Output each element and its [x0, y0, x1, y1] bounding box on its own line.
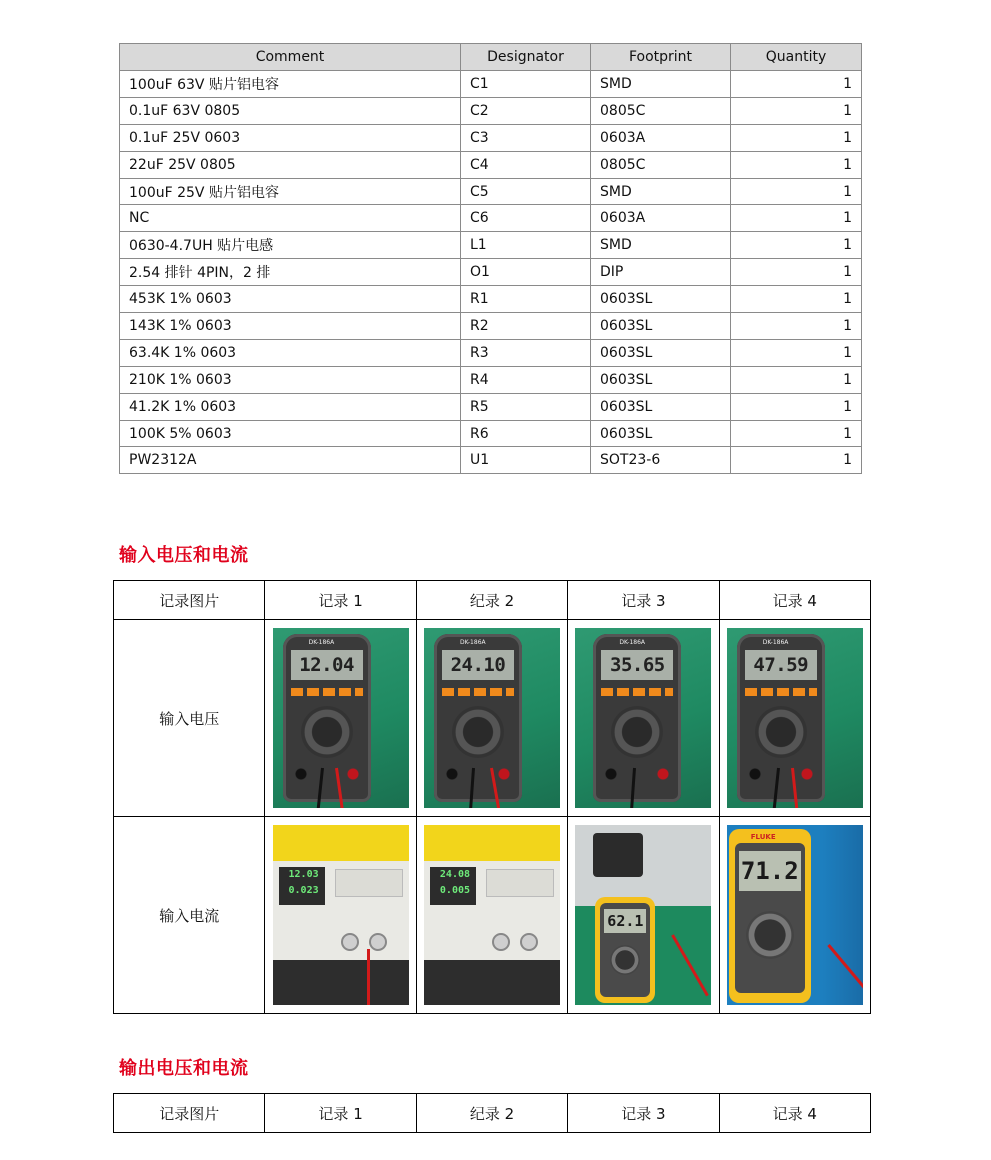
bom-quantity: 1 — [731, 286, 862, 313]
input-voltage-photo-3 — [575, 628, 711, 808]
bom-footprint: 0805C — [591, 97, 731, 124]
knob-icon — [369, 933, 387, 951]
input-current-photo-3 — [575, 825, 711, 1005]
bom-header-designator: Designator — [461, 44, 591, 71]
bom-designator: C5 — [461, 178, 591, 205]
bom-comment: 100K 5% 0603 — [120, 420, 461, 447]
bom-quantity: 1 — [731, 366, 862, 393]
bom-row — [120, 178, 862, 205]
bom-row — [120, 205, 862, 232]
input-current-photo-2 — [424, 825, 560, 1005]
record-header-3: 记录 3 — [568, 581, 719, 620]
bom-row — [120, 420, 862, 447]
record-header-4: 记录 4 — [719, 1094, 870, 1133]
meter-reading: 62.1 — [604, 909, 646, 933]
dial-icon — [755, 706, 807, 758]
psu-current: 0.023 — [288, 885, 319, 896]
bom-row — [120, 313, 862, 340]
bom-comment: 41.2K 1% 0603 — [120, 393, 461, 420]
fluke-brand: FLUKE — [750, 833, 776, 841]
knob-icon — [341, 933, 359, 951]
bom-comment: 22uF 25V 0805 — [120, 151, 461, 178]
meter-reading: 12.04 — [291, 650, 363, 680]
meter-reading: 47.59 — [745, 650, 817, 680]
record-header-2: 纪录 2 — [416, 1094, 567, 1133]
bom-quantity: 1 — [731, 447, 862, 474]
bom-comment: 143K 1% 0603 — [120, 313, 461, 340]
input-record-header-row — [114, 581, 871, 620]
bom-footprint: 0603A — [591, 205, 731, 232]
input-current-photo-1 — [273, 825, 409, 1005]
input-current-label: 输入电流 — [114, 817, 265, 1014]
meter-reading: 71.2 — [739, 851, 801, 891]
bom-row — [120, 447, 862, 474]
psu-current: 0.005 — [439, 885, 471, 896]
bom-table — [119, 43, 862, 474]
multimeter — [434, 634, 522, 802]
record-header-photo: 记录图片 — [114, 581, 265, 620]
fluke-meter — [595, 897, 655, 1003]
bom-comment: 100uF 63V 贴片铝电容 — [120, 71, 461, 98]
bom-designator: C3 — [461, 124, 591, 151]
bom-comment: 210K 1% 0603 — [120, 366, 461, 393]
record-header-1: 记录 1 — [265, 581, 416, 620]
bom-body — [120, 71, 862, 474]
bom-row — [120, 232, 862, 259]
knob-icon — [492, 933, 510, 951]
input-voltage-photo-4 — [727, 628, 863, 808]
bom-quantity: 1 — [731, 71, 862, 98]
dial-icon — [611, 706, 663, 758]
bom-footprint: SOT23-6 — [591, 447, 731, 474]
bom-designator: U1 — [461, 447, 591, 474]
bom-comment: 100uF 25V 贴片铝电容 — [120, 178, 461, 205]
record-header-photo: 记录图片 — [114, 1094, 265, 1133]
bom-footprint: 0603SL — [591, 339, 731, 366]
bom-footprint: 0805C — [591, 151, 731, 178]
bom-comment: 0.1uF 25V 0603 — [120, 124, 461, 151]
bom-header-quantity: Quantity — [731, 44, 862, 71]
bom-comment: 63.4K 1% 0603 — [120, 339, 461, 366]
output-section-title: 输出电压和电流 — [119, 1058, 249, 1079]
psu-voltage: 24.08 — [439, 869, 471, 880]
bom-footprint: 0603SL — [591, 286, 731, 313]
bom-quantity: 1 — [731, 259, 862, 286]
bom-comment: PW2312A — [120, 447, 461, 474]
bom-footprint: 0603A — [591, 124, 731, 151]
bom-comment: NC — [120, 205, 461, 232]
bom-row — [120, 97, 862, 124]
psu-voltage: 12.03 — [288, 869, 319, 880]
bom-designator: L1 — [461, 232, 591, 259]
bom-row — [120, 366, 862, 393]
bom-quantity: 1 — [731, 178, 862, 205]
bom-header-footprint: Footprint — [591, 44, 731, 71]
meter-brand: DK-186A — [308, 639, 335, 646]
bom-quantity: 1 — [731, 393, 862, 420]
psu-display — [430, 867, 476, 905]
input-voltage-row — [114, 620, 871, 817]
input-section-title: 输入电压和电流 — [119, 545, 249, 566]
bom-designator: C1 — [461, 71, 591, 98]
multimeter — [593, 634, 681, 802]
bom-header-comment: Comment — [120, 44, 461, 71]
record-header-1: 记录 1 — [265, 1094, 416, 1133]
bom-footprint: DIP — [591, 259, 731, 286]
bom-quantity: 1 — [731, 339, 862, 366]
bom-row — [120, 339, 862, 366]
bom-designator: R3 — [461, 339, 591, 366]
fluke-meter — [729, 829, 811, 1003]
bom-comment: 0630-4.7UH 贴片电感 — [120, 232, 461, 259]
bom-footprint: 0603SL — [591, 366, 731, 393]
input-voltage-label: 输入电压 — [114, 620, 265, 817]
psu-display — [279, 867, 325, 905]
bom-row — [120, 393, 862, 420]
bom-row — [120, 151, 862, 178]
bom-designator: R5 — [461, 393, 591, 420]
bom-designator: O1 — [461, 259, 591, 286]
bom-designator: R2 — [461, 313, 591, 340]
input-current-row — [114, 817, 871, 1014]
bom-quantity: 1 — [731, 97, 862, 124]
bom-quantity: 1 — [731, 124, 862, 151]
meter-brand: DK-186A — [459, 639, 486, 646]
record-header-3: 记录 3 — [568, 1094, 719, 1133]
bom-designator: C4 — [461, 151, 591, 178]
knob-icon — [520, 933, 538, 951]
input-current-photo-4 — [727, 825, 863, 1005]
dial-icon — [301, 706, 353, 758]
bom-quantity: 1 — [731, 151, 862, 178]
meter-brand: DK-186A — [619, 639, 646, 646]
bom-comment: 453K 1% 0603 — [120, 286, 461, 313]
meter-brand: DK-186A — [762, 639, 789, 646]
meter-reading: 35.65 — [601, 650, 673, 680]
bom-quantity: 1 — [731, 420, 862, 447]
bom-footprint: SMD — [591, 232, 731, 259]
bom-comment: 0.1uF 63V 0805 — [120, 97, 461, 124]
bom-designator: R4 — [461, 366, 591, 393]
bom-quantity: 1 — [731, 232, 862, 259]
multimeter — [283, 634, 371, 802]
output-record-header-row — [114, 1094, 871, 1133]
bom-footprint: SMD — [591, 178, 731, 205]
bom-row — [120, 124, 862, 151]
bom-header-row — [120, 44, 862, 71]
dial-icon — [452, 706, 504, 758]
input-voltage-photo-1 — [273, 628, 409, 808]
bom-designator: C6 — [461, 205, 591, 232]
bom-designator: R1 — [461, 286, 591, 313]
bom-footprint: SMD — [591, 71, 731, 98]
record-header-2: 纪录 2 — [416, 581, 567, 620]
input-voltage-photo-2 — [424, 628, 560, 808]
bom-row — [120, 259, 862, 286]
meter-reading: 24.10 — [442, 650, 514, 680]
dial-icon — [746, 911, 794, 959]
multimeter — [737, 634, 825, 802]
bom-footprint: 0603SL — [591, 420, 731, 447]
bom-comment: 2.54 排针 4PIN，2 排 — [120, 259, 461, 286]
input-record-table — [113, 580, 871, 1014]
bom-footprint: 0603SL — [591, 313, 731, 340]
bom-designator: R6 — [461, 420, 591, 447]
bom-footprint: 0603SL — [591, 393, 731, 420]
bom-designator: C2 — [461, 97, 591, 124]
record-header-4: 记录 4 — [719, 581, 870, 620]
bom-row — [120, 286, 862, 313]
output-record-table — [113, 1093, 871, 1133]
bom-quantity: 1 — [731, 313, 862, 340]
bom-quantity: 1 — [731, 205, 862, 232]
bom-row — [120, 71, 862, 98]
